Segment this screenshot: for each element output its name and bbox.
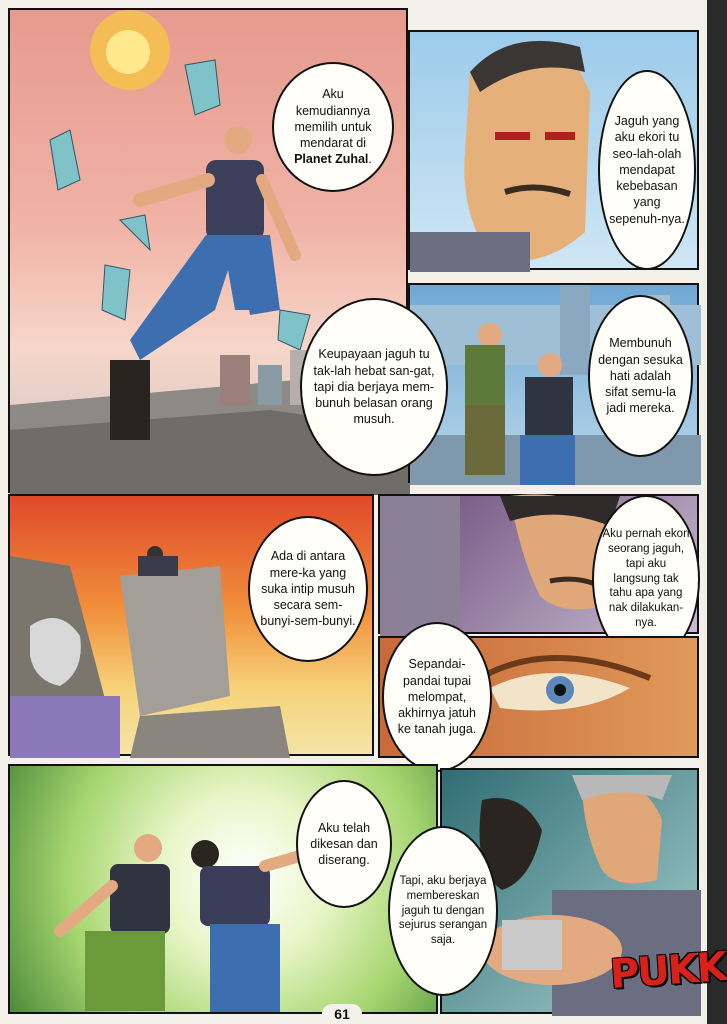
caption-end: . — [368, 152, 372, 167]
panel-attack — [8, 764, 438, 1014]
panel-spying-cliff — [8, 494, 374, 756]
killing-text: Membunuh dengan sesuka hati adalah sifat semu-la jadi mereka. — [598, 336, 683, 416]
caption-line-1: Aku — [322, 87, 344, 102]
speech-bubble-killing — [588, 295, 693, 457]
caption-line-4: mendarat di — [299, 136, 366, 151]
caption-bubble-landing — [272, 62, 394, 192]
finished-text: Tapi, aku berjaya membereskan jaguh tu dengan sejurus serangan saja. — [398, 874, 488, 947]
speech-bubble-ability — [300, 298, 448, 476]
proverb-text: Sepandai-pandai tupai melompat, akhirnya jatuh ke tanah juga. — [397, 657, 477, 737]
detected-text: Aku telah dikesan dan diserang. — [310, 820, 378, 868]
ability-text: Keupayaan jaguh tu tak-lah hebat san-gat, tapi dia berjaya mem-bunuh belasan orang musuh. — [313, 347, 435, 427]
speech-bubble-finished — [388, 826, 498, 996]
spy-text: Ada di antara mere-ka yang suka intip musuh secara sem-bunyi-sem-bunyi. — [260, 549, 356, 629]
speech-bubble-spy — [248, 516, 368, 662]
page-number: 61 — [322, 1004, 362, 1024]
panel-face-closeup — [408, 30, 699, 270]
speech-bubble-proverb — [382, 622, 492, 772]
speech-bubble-freedom — [598, 70, 696, 270]
caption-emphasis-planet: Planet Zuhal — [294, 152, 369, 167]
caption-line-2: kemudiannya — [295, 103, 371, 118]
speech-bubble-detected — [296, 780, 392, 908]
caption-line-3: memilih untuk — [294, 119, 372, 134]
freedom-text: Jaguh yang aku ekori tu seo-lah-olah mendapat kebebasan yang sepenuh-nya. — [609, 114, 685, 226]
sfx-pukk: PUKK — [608, 944, 727, 998]
followed-text: Aku pernah ekori seorang jaguh, tapi aku langsung tak tahu apa yang nak dilakukan-nya. — [602, 527, 690, 630]
